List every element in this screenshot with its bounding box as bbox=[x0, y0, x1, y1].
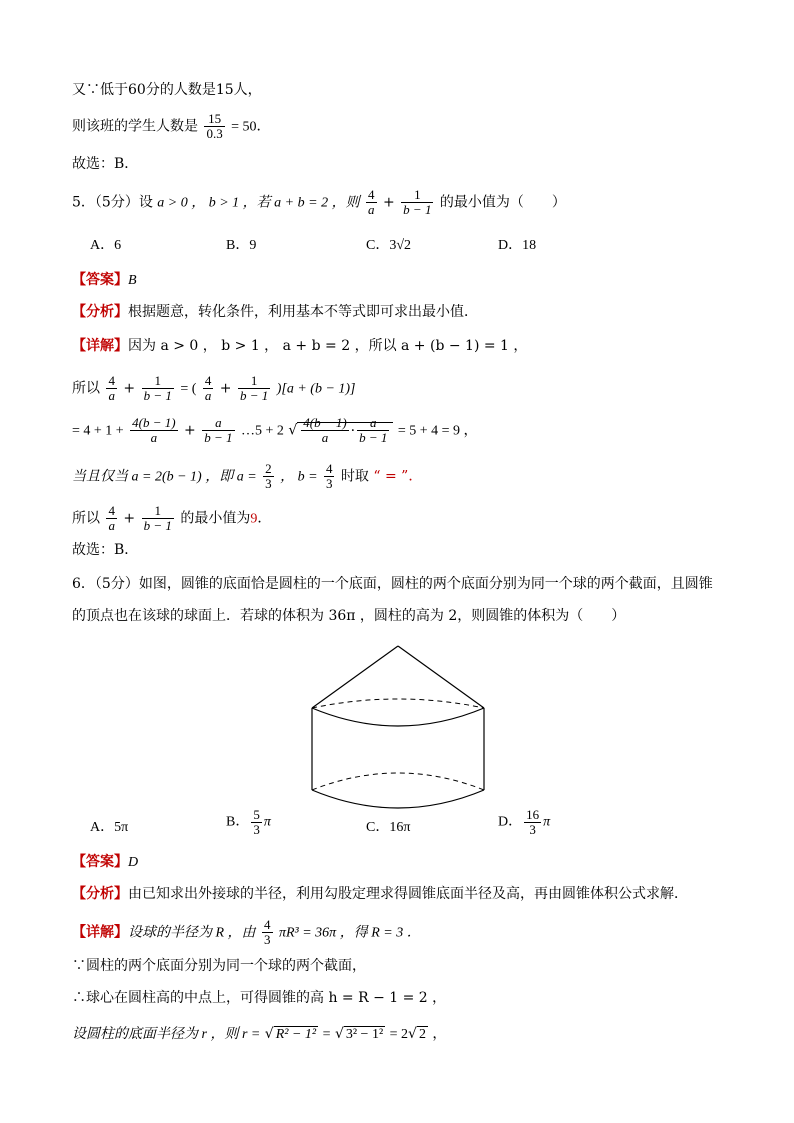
step3-c: 时取 bbox=[340, 468, 369, 485]
equals-two: = 2 bbox=[389, 1027, 409, 1042]
text-line-1: 又∵低于60分的人数是15人， bbox=[72, 82, 262, 98]
radicand: 3² − 1² bbox=[345, 1027, 384, 1042]
numerator: 4 bbox=[204, 373, 212, 388]
q6-stem-line-2: 的顶点也在该球的球面上．若球的体积为 36π ，圆柱的高为 2，则圆锥的体积为（ ） bbox=[72, 608, 626, 624]
denominator: a bbox=[301, 430, 348, 445]
equals: = bbox=[322, 1027, 331, 1042]
denominator: b − 1 bbox=[239, 388, 269, 403]
detail-a: 设球的半径为 R ，由 bbox=[128, 925, 256, 941]
analysis-text: 根据题意，转化条件，利用基本不等式即可求出最小值． bbox=[128, 304, 478, 320]
denominator: 3 bbox=[264, 932, 271, 947]
choice-line: 故选：B． bbox=[72, 156, 139, 172]
radicand bbox=[297, 415, 393, 445]
q5-tail: 的最小值为（ ） bbox=[439, 194, 566, 211]
bottom-ellipse-back bbox=[312, 773, 484, 790]
step2-a: = 4 + 1 + bbox=[72, 423, 124, 439]
denominator: a bbox=[204, 388, 212, 403]
denominator: 0.3 bbox=[206, 126, 223, 141]
denominator: 3 bbox=[524, 822, 541, 837]
numerator: 5 bbox=[253, 807, 260, 822]
q5-step-3 bbox=[72, 462, 422, 491]
denominator: b − 1 bbox=[143, 518, 172, 533]
fraction bbox=[106, 374, 117, 403]
q5-option-d: D．18 bbox=[498, 238, 537, 253]
fraction bbox=[524, 808, 541, 837]
q6-option-b bbox=[226, 808, 271, 837]
plus-sign: + bbox=[382, 194, 395, 211]
min-value: 9 bbox=[250, 511, 258, 527]
fraction bbox=[262, 918, 273, 947]
q6-step-2: ∴球心在圆柱高的中点上，可得圆锥的高 h = R − 1 = 2 ， bbox=[72, 990, 447, 1006]
pi: π bbox=[263, 814, 271, 830]
bottom-ellipse-front bbox=[312, 790, 484, 808]
radical-icon: √ bbox=[334, 1026, 344, 1042]
fraction bbox=[130, 416, 177, 445]
step4-tail: 的最小值为 bbox=[180, 510, 251, 527]
cone-cylinder-figure bbox=[300, 640, 496, 810]
analysis-text: 由已知求出外接球的半径，利用勾股定理求得圆锥底面半径及高，再由圆锥体积公式求解． bbox=[128, 886, 688, 902]
analysis-tag: 【分析】 bbox=[72, 886, 128, 902]
fraction bbox=[203, 374, 214, 403]
denominator: 3 bbox=[265, 476, 272, 491]
step4-end: ． bbox=[257, 510, 272, 527]
pi: π bbox=[543, 814, 551, 830]
radicand: R² − 1² bbox=[275, 1027, 317, 1042]
q6-answer bbox=[72, 852, 138, 873]
numerator: 4(b − 1) bbox=[303, 415, 347, 430]
q5-step-2 bbox=[72, 416, 478, 445]
numerator: 4(b − 1) bbox=[132, 415, 176, 430]
fraction bbox=[142, 504, 174, 533]
q6-option-c: C．16π bbox=[366, 820, 411, 835]
text-prefix: 则该班的学生人数是 bbox=[72, 118, 198, 135]
radical-icon: √ bbox=[288, 422, 298, 439]
detail-b: πR³ = 36π ，得 R = 3 ． bbox=[278, 925, 421, 941]
radical-icon: √ bbox=[408, 1026, 417, 1042]
q5-condition: a > 0 ， b > 1 ，若 a + b = 2 ，则 bbox=[157, 195, 360, 211]
denominator: 3 bbox=[253, 822, 260, 837]
fraction bbox=[324, 462, 335, 491]
numerator: 1 bbox=[154, 503, 161, 518]
denominator: a bbox=[130, 430, 177, 445]
q5-step-1 bbox=[72, 374, 356, 403]
q5-analysis bbox=[72, 302, 478, 322]
fraction bbox=[106, 504, 117, 533]
q5-option-a: A．6 bbox=[90, 238, 122, 253]
numerator: 1 bbox=[414, 187, 421, 202]
numerator: 4 bbox=[368, 187, 375, 202]
text-line-2 bbox=[72, 112, 271, 141]
step3-a: 设圆柱的底面半径为 r ，则 r = bbox=[72, 1027, 261, 1042]
step4-prefix: 所以 bbox=[72, 510, 100, 527]
top-ellipse-back bbox=[312, 699, 484, 708]
plus-sign: + bbox=[184, 422, 196, 439]
numerator: 2 bbox=[265, 461, 272, 476]
dot: · bbox=[350, 422, 356, 439]
equals-paren: = ( bbox=[180, 381, 197, 397]
plus-sign: + bbox=[123, 510, 136, 527]
q5-number: 5．（5分）设 bbox=[72, 194, 153, 211]
numerator: 1 bbox=[154, 373, 161, 388]
detail-tag: 【详解】 bbox=[72, 924, 128, 941]
top-ellipse-front bbox=[312, 708, 484, 726]
answer-tag: 【答案】 bbox=[72, 854, 128, 870]
fraction bbox=[142, 374, 174, 403]
denominator: b − 1 bbox=[403, 202, 432, 217]
q6-step-1: ∵圆柱的两个底面分别为同一个球的两个截面， bbox=[72, 958, 366, 974]
answer-value: D bbox=[128, 855, 139, 870]
detail-text: 因为 a > 0 ， b > 1 ， a + b = 2 ，所以 a + (b − 1) = 1 ， bbox=[128, 338, 528, 354]
numerator: 4 bbox=[108, 503, 115, 518]
denominator: a bbox=[108, 518, 115, 533]
option-label: B． bbox=[226, 814, 250, 830]
step3-a: 当且仅当 a = 2(b − 1) ，即 a = bbox=[72, 469, 257, 485]
q6-step-3 bbox=[72, 1024, 446, 1045]
q6-analysis bbox=[72, 884, 688, 904]
fraction bbox=[366, 188, 377, 217]
option-label: D． bbox=[498, 814, 523, 830]
fraction bbox=[202, 416, 234, 445]
denominator: b − 1 bbox=[359, 430, 388, 445]
equal-sign-quote: “ = ”． bbox=[373, 468, 423, 485]
numerator: a bbox=[215, 415, 222, 430]
numerator: 1 bbox=[250, 373, 258, 388]
fraction bbox=[263, 462, 274, 491]
plus-sign: + bbox=[219, 380, 232, 397]
analysis-tag: 【分析】 bbox=[72, 304, 128, 320]
q6-detail bbox=[72, 918, 421, 947]
numerator: 4 bbox=[325, 461, 333, 476]
answer-value: B bbox=[128, 273, 137, 288]
q5-choose: 故选：B． bbox=[72, 542, 139, 558]
denominator: a bbox=[368, 202, 375, 217]
denominator: b − 1 bbox=[204, 430, 233, 445]
denominator: a bbox=[108, 388, 115, 403]
q6-option-d bbox=[498, 808, 550, 837]
step3-b: ， b = bbox=[280, 469, 318, 485]
answer-tag: 【答案】 bbox=[72, 272, 128, 288]
q5-answer bbox=[72, 270, 137, 291]
fraction bbox=[401, 188, 433, 217]
fraction bbox=[301, 416, 348, 445]
numerator: 16 bbox=[526, 807, 540, 822]
fraction bbox=[204, 112, 224, 141]
radical-icon: √ bbox=[264, 1026, 274, 1042]
numerator: a bbox=[370, 415, 377, 430]
step2-c: …5 + 2 bbox=[240, 423, 284, 439]
numerator: 4 bbox=[108, 373, 115, 388]
cone-left-edge bbox=[312, 646, 398, 708]
detail-tag: 【详解】 bbox=[72, 338, 128, 354]
fraction bbox=[357, 416, 389, 445]
cone-right-edge bbox=[398, 646, 484, 708]
denominator: b − 1 bbox=[143, 388, 172, 403]
plus-sign: + bbox=[123, 380, 136, 397]
denominator: 3 bbox=[325, 476, 333, 491]
q5-detail bbox=[72, 336, 527, 356]
comma: ， bbox=[432, 1026, 447, 1042]
numerator: 15 bbox=[208, 111, 222, 126]
step-tail: )[a + (b − 1)] bbox=[276, 381, 356, 397]
fraction bbox=[251, 808, 262, 837]
q6-option-a: A．5π bbox=[90, 820, 129, 835]
step-prefix: 所以 bbox=[72, 380, 100, 397]
q5-option-b: B．9 bbox=[226, 238, 257, 253]
text-suffix: = 50． bbox=[231, 119, 271, 135]
q5-step-4 bbox=[72, 504, 271, 533]
fraction bbox=[238, 374, 270, 403]
numerator: 4 bbox=[264, 917, 271, 932]
q5-option-c: C．3√2 bbox=[366, 238, 412, 253]
step2-d: = 5 + 4 = 9 ， bbox=[397, 423, 478, 439]
q5-stem bbox=[72, 188, 566, 217]
radicand: 2 bbox=[418, 1027, 426, 1042]
q6-stem-line-1: 6．（5分）如图，圆锥的底面恰是圆柱的一个底面，圆柱的两个底面分别为同一个球的两个截面，且圆锥 bbox=[72, 576, 713, 592]
